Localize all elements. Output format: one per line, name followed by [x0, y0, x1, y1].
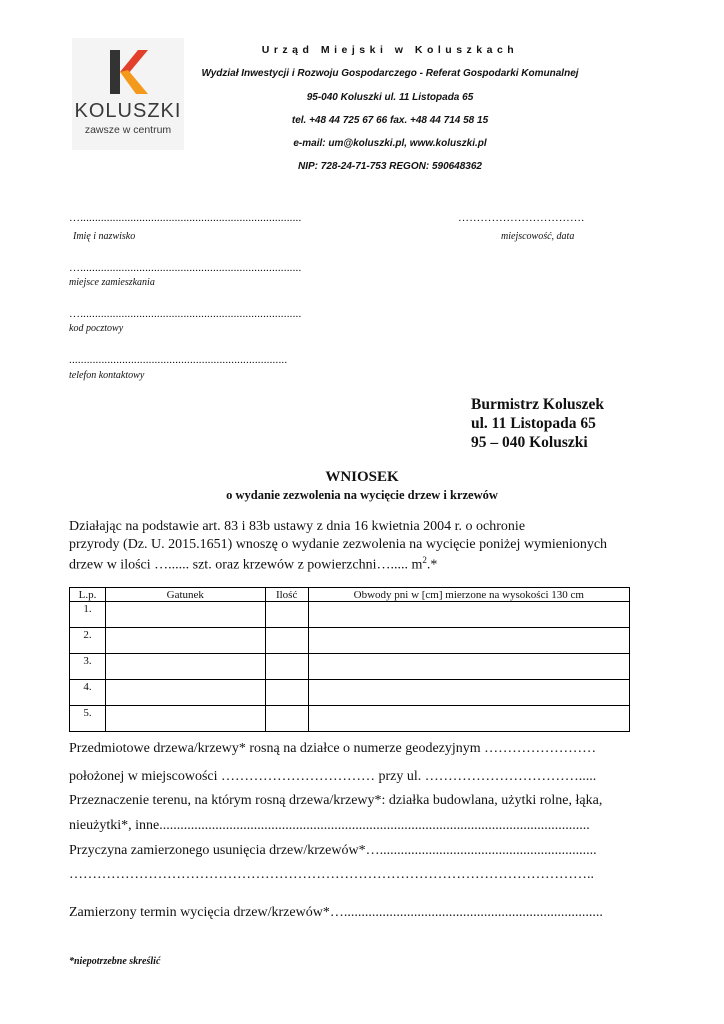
- planned-date-line[interactable]: Zamierzony termin wycięcia drzew/krzewów*…..........................................................................: [69, 905, 603, 920]
- circumference-cell[interactable]: [308, 602, 629, 628]
- removal-reason-continuation[interactable]: …………………………………………………………………………………………………..: [69, 867, 594, 882]
- header-quantity: Ilość: [265, 588, 308, 602]
- circumference-cell[interactable]: [308, 706, 629, 732]
- trees-table: [69, 587, 630, 732]
- residence-label: miejsce zamieszkania: [69, 277, 155, 288]
- table-row: [70, 680, 630, 706]
- table-row: [70, 628, 630, 654]
- footnote: *niepotrzebne skreślić: [69, 956, 161, 967]
- recipient-line-3: 95 – 040 Koluszki: [471, 434, 588, 451]
- header-lp: L.p.: [70, 588, 106, 602]
- intro-line-3-text: drzew w ilości …...... szt. oraz krzewów z powierzchni…..... m: [69, 557, 423, 573]
- name-field[interactable]: …...........................................................................: [69, 212, 302, 224]
- koluszki-logo: [72, 38, 184, 150]
- quantity-cell[interactable]: [265, 602, 308, 628]
- office-phone: tel. +48 44 725 67 66 fax. +48 44 714 58 15: [291, 115, 489, 126]
- parcel-number-line[interactable]: Przedmiotowe drzewa/krzewy* rosną na działce o numerze geodezyjnym ……………………: [69, 741, 597, 756]
- quantity-cell[interactable]: [265, 654, 308, 680]
- quantity-cell[interactable]: [265, 680, 308, 706]
- document-subtitle: o wydanie zezwolenia na wycięcie drzew i krzewów: [226, 488, 498, 502]
- circumference-cell[interactable]: [308, 628, 629, 654]
- logo-tagline: zawsze w centrum: [84, 124, 172, 136]
- species-cell[interactable]: [105, 602, 265, 628]
- residence-field[interactable]: …...........................................................................: [69, 262, 302, 274]
- species-cell[interactable]: [105, 628, 265, 654]
- row-number: 1.: [70, 602, 106, 628]
- location-line[interactable]: położonej w miejscowości …………………………… przy ul. …………………………….....: [69, 769, 597, 784]
- row-number: 5.: [70, 706, 106, 732]
- species-cell[interactable]: [105, 654, 265, 680]
- place-date-field[interactable]: …………………………….: [458, 212, 585, 224]
- row-number: 3.: [70, 654, 106, 680]
- koluszki-k-mark-icon: [108, 48, 148, 96]
- intro-line-3-end: .*: [426, 557, 438, 573]
- recipient-line-1: Burmistrz Koluszek: [471, 396, 605, 413]
- logo-brand-text: KOLUSZKI: [74, 100, 182, 122]
- quantity-cell[interactable]: [265, 706, 308, 732]
- header-circumference: Obwody pni w [cm] mierzone na wysokości 130 cm: [308, 588, 629, 602]
- intro-line-1: Działając na podstawie art. 83 i 83b ustawy z dnia 16 kwietnia 2004 r. o ochronie: [69, 519, 526, 534]
- department-name: Wydział Inwestycji i Rozwoju Gospodarczego - Referat Gospodarki Komunalnej: [201, 68, 579, 79]
- intro-superscript: 2: [422, 555, 427, 565]
- table-row: [70, 654, 630, 680]
- circumference-cell[interactable]: [308, 654, 629, 680]
- header-species: Gatunek: [105, 588, 265, 602]
- table-row: [70, 602, 630, 628]
- species-cell[interactable]: [105, 706, 265, 732]
- office-ids: NIP: 728-24-71-753 REGON: 590648362: [298, 161, 482, 172]
- species-cell[interactable]: [105, 680, 265, 706]
- office-address: 95-040 Koluszki ul. 11 Listopada 65: [306, 92, 474, 103]
- row-number: 4.: [70, 680, 106, 706]
- postal-code-label: kod pocztowy: [69, 323, 124, 334]
- phone-label: telefon kontaktowy: [69, 370, 145, 381]
- recipient-line-2: ul. 11 Listopada 65: [471, 415, 596, 432]
- row-number: 2.: [70, 628, 106, 654]
- document-title: WNIOSEK: [325, 469, 399, 485]
- circumference-cell[interactable]: [308, 680, 629, 706]
- intro-line-2: przyrody (Dz. U. 2015.1651) wnoszę o wydanie zezwolenia na wycięcie poniżej wymienionych: [69, 537, 608, 552]
- intro-line-3: [69, 555, 437, 574]
- table-row: [70, 706, 630, 732]
- phone-field[interactable]: ..........................................................................: [69, 354, 288, 366]
- table-header-row: [70, 588, 630, 602]
- office-email: e-mail: um@koluszki.pl, www.koluszki.pl: [293, 138, 487, 149]
- quantity-cell[interactable]: [265, 628, 308, 654]
- office-name: Urząd Miejski w Koluszkach: [261, 44, 519, 56]
- land-use-other-line[interactable]: nieużytki*, inne...........................................................................................................................: [69, 818, 590, 833]
- postal-code-field[interactable]: …...........................................................................: [69, 308, 302, 320]
- name-label: Imię i nazwisko: [73, 231, 136, 242]
- place-date-label: miejscowość, data: [501, 231, 575, 242]
- land-use-line: Przeznaczenie terenu, na którym rosną drzewa/krzewy*: działka budowlana, użytki rolne, łąka,: [69, 793, 603, 808]
- removal-reason-line[interactable]: Przyczyna zamierzonego usunięcia drzew/krzewów*…..............................................................: [69, 843, 597, 858]
